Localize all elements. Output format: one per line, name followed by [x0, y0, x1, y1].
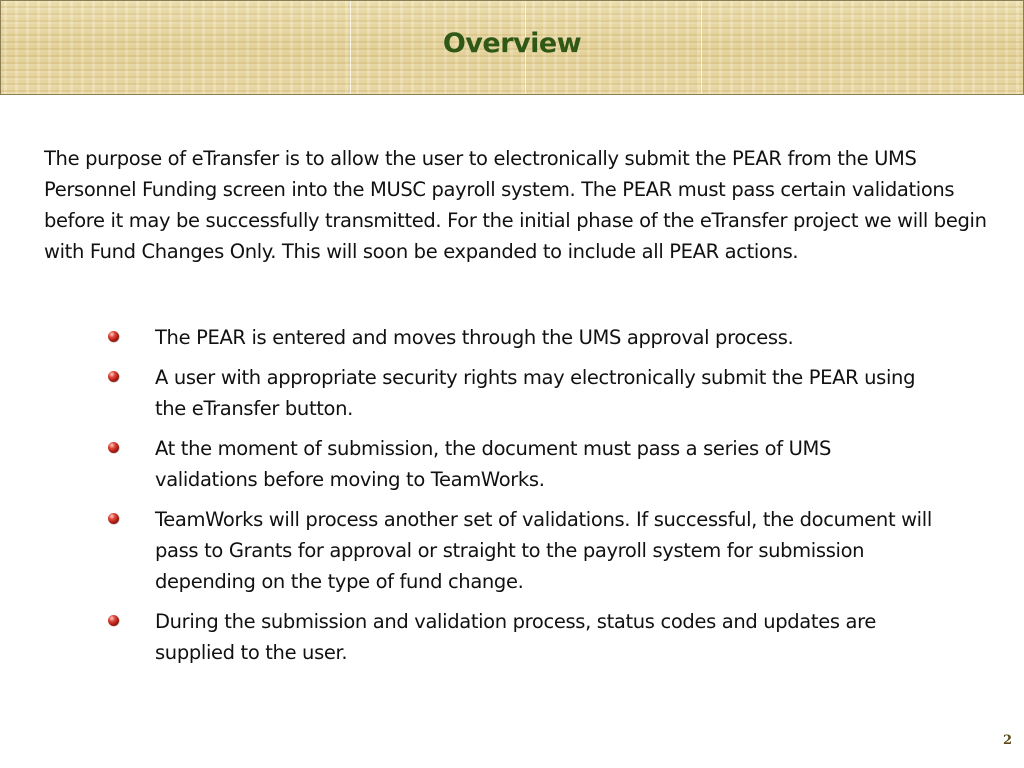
bullet-item — [105, 606, 935, 668]
bullet-text: During the submission and validation process, status codes and updates are supplied to the user. — [155, 610, 876, 664]
bullet-list — [105, 322, 935, 677]
bullet-text: TeamWorks will process another set of validations. If successful, the document will pass to Grants for approval or straight to the payroll system for submission depending on the type of fund change. — [155, 508, 932, 593]
red-sphere-bullet-icon — [108, 371, 119, 382]
bullet-item — [105, 433, 935, 495]
page-number: 2 — [1002, 733, 1012, 748]
bullet-text: A user with appropriate security rights may electronically submit the PEAR using the eTransfer button. — [155, 366, 916, 420]
bullet-item — [105, 504, 935, 597]
red-sphere-bullet-icon — [108, 513, 119, 524]
red-sphere-bullet-icon — [108, 442, 119, 453]
red-sphere-bullet-icon — [108, 331, 119, 342]
bullet-item — [105, 362, 935, 424]
bullet-text: The PEAR is entered and moves through the UMS approval process. — [155, 326, 794, 349]
intro-paragraph: The purpose of eTransfer is to allow the user to electronically submit the PEAR from the UMS Personnel Funding screen into the MUSC payroll system. The PEAR must pass certain validations before it may be successfully transmitted. For the initial phase of the eTransfer project we will begin with Fund Changes Only. This will soon be expanded to include all PEAR actions. — [44, 147, 987, 263]
red-sphere-bullet-icon — [108, 615, 119, 626]
bullet-text: At the moment of submission, the document must pass a series of UMS validations before moving to TeamWorks. — [155, 437, 831, 491]
bullet-item — [105, 322, 935, 353]
slide-title: Overview — [442, 28, 582, 59]
